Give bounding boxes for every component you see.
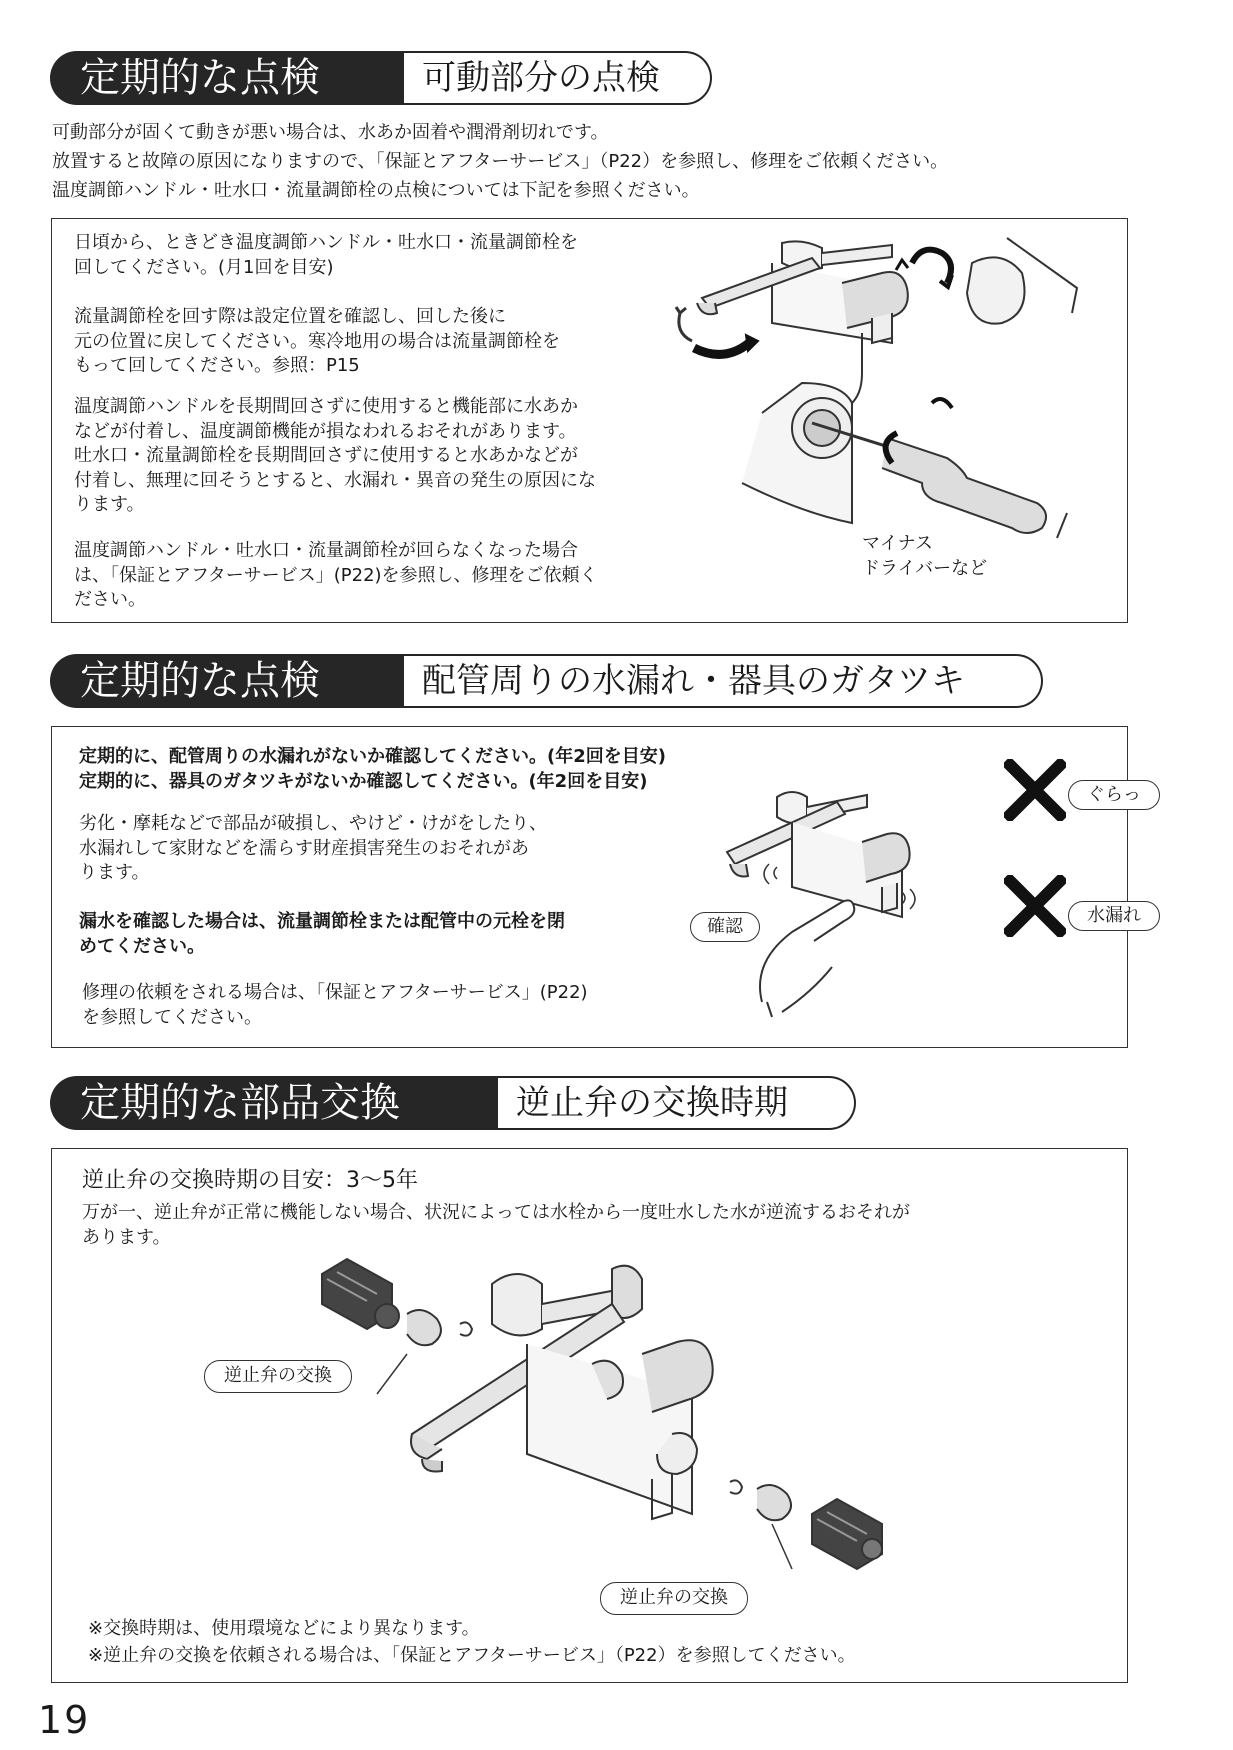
label-valve-right: 逆止弁の交換: [600, 1582, 748, 1615]
text-line: あります。: [82, 1226, 171, 1248]
text-line: 温度調節ハンドル・吐水口・流量調節栓が回らなくなった場合: [74, 540, 578, 561]
label-leak: 水漏れ: [1068, 901, 1160, 931]
text-line: 水漏れして家財などを濡らす財産損害発生のおそれがあ: [79, 837, 529, 859]
s3-heading: 逆止弁の交換時期の目安：3〜5年: [82, 1168, 418, 1193]
text-line: 流量調節栓を回す際は設定位置を確認し、回した後に: [74, 306, 506, 327]
section2-box: [51, 726, 1141, 1048]
intro-line: 放置すると故障の原因になりますので、「保証とアフターサービス」（P22）を参照し、修理をご依頼ください。: [52, 151, 949, 172]
note-1: ※交換時期は、使用環境などにより異なります。: [88, 1618, 480, 1639]
check-valve-illustration: [312, 1244, 972, 1594]
s1-para-1: [74, 231, 578, 280]
text-line: 万が一、逆止弁が正常に機能しない場合、状況によっては水栓から一度吐水した水が逆流するおそれが: [82, 1202, 910, 1223]
driver-label: [862, 532, 987, 581]
section1-box: [51, 218, 1128, 623]
section2-title: 定期的な点検: [50, 654, 404, 708]
text-line: 修理の依頼をされる場合は、「保証とアフターサービス」(P22): [82, 982, 588, 1003]
section3-title: 定期的な部品交換: [50, 1076, 498, 1130]
s1-para-4: [74, 539, 598, 613]
text-line: 劣化・摩耗などで部品が破損し、やけど・けがをしたり、: [79, 813, 547, 834]
s2-para-4: [82, 981, 588, 1030]
text-line: ります。: [79, 862, 150, 883]
text-line: 付着し、無理に回そうとすると、水漏れ・異音の発生の原因にな: [74, 469, 596, 491]
faucet-leak-illustration: [722, 742, 982, 1022]
section3-subtitle: 逆止弁の交換時期: [498, 1076, 856, 1130]
text-line: めてください。: [79, 935, 205, 957]
section2-header: [50, 654, 1043, 708]
s1-para-2: [74, 305, 560, 379]
text-line: もって回してください。参照：P15: [74, 355, 360, 376]
text-line: 回してください。(月1回を目安): [74, 256, 334, 278]
s2-para-2: [79, 812, 547, 886]
text-line: 吐水口・流量調節栓を長期間回さずに使用すると水あかなどが: [74, 445, 578, 466]
section1-header: [50, 51, 712, 105]
text-line: ださい。: [74, 589, 146, 610]
label-wobble: ぐらっ: [1068, 780, 1160, 810]
page-number: 19: [38, 1698, 91, 1742]
text-line: ドライバーなど: [862, 557, 988, 579]
intro-line: 可動部分が固くて動きが悪い場合は、水あか固着や潤滑剤切れです。: [52, 122, 609, 143]
text-line: 元の位置に戻してください。寒冷地用の場合は流量調節栓を: [74, 330, 560, 352]
text-line: 温度調節ハンドルを長期間回さずに使用すると機能部に水あか: [74, 396, 578, 417]
text-line: 定期的に、配管周りの水漏れがないか確認してください。(年2回を目安): [79, 746, 666, 767]
x-mark-leak: [1004, 875, 1066, 937]
text-line: を参照してください。: [82, 1006, 262, 1028]
s2-para-3: [79, 910, 565, 959]
s3-para-1: [82, 1201, 910, 1250]
text-line: は、「保証とアフターサービス」(P22)を参照し、修理をご依頼く: [74, 564, 598, 586]
text-line: などが付着し、温度調節機能が損なわれるおそれがあります。: [74, 420, 577, 442]
section3-header: [50, 1076, 856, 1130]
s1-para-3: [74, 395, 596, 518]
label-check: 確認: [690, 912, 760, 942]
text-line: ります。: [74, 494, 145, 515]
s2-para-1: [79, 745, 666, 794]
text-line: 日頃から、ときどき温度調節ハンドル・吐水口・流量調節栓を: [74, 232, 578, 253]
section3-box: [51, 1148, 1128, 1683]
x-mark-wobble: [1004, 759, 1066, 821]
intro-line: 温度調節ハンドル・吐水口・流量調節栓の点検については下記を参照ください。: [52, 180, 700, 201]
section1-title: 定期的な点検: [50, 51, 404, 105]
text-line: マイナス: [862, 533, 933, 554]
note-2: ※逆止弁の交換を依頼される場合は、「保証とアフターサービス」（P22）を参照してください。: [88, 1645, 856, 1666]
section2-subtitle: 配管周りの水漏れ・器具のガタツキ: [404, 654, 1043, 708]
text-line: 定期的に、器具のガタツキがないか確認してください。(年2回を目安): [79, 770, 648, 792]
section1-intro: [52, 118, 948, 205]
label-valve-left: 逆止弁の交換: [204, 1360, 352, 1393]
section1-subtitle: 可動部分の点検: [404, 51, 712, 105]
text-line: 漏水を確認した場合は、流量調節栓または配管中の元栓を閉: [79, 911, 565, 932]
